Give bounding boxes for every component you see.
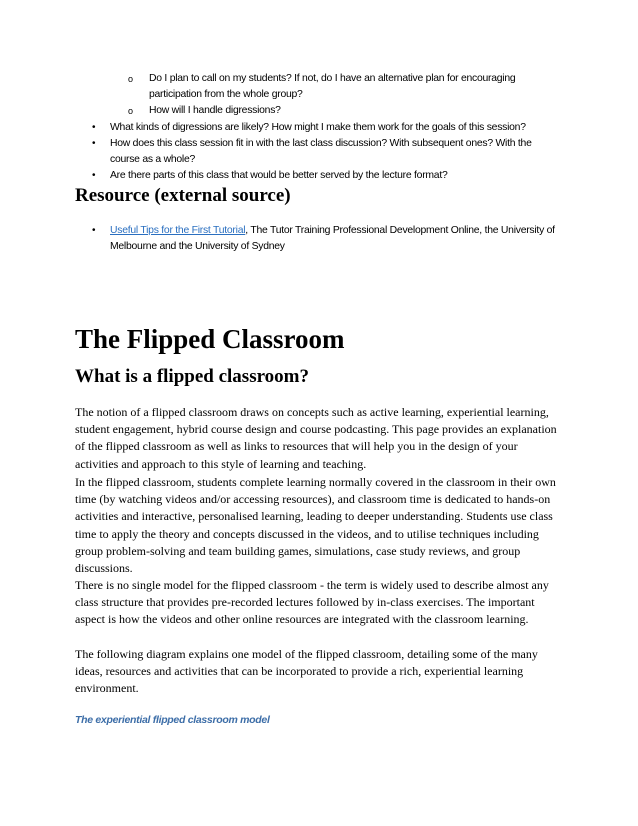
list-item-text: Are there parts of this class that would be better served by the lecture format? bbox=[110, 170, 448, 181]
bullet-icon: • bbox=[92, 122, 96, 133]
paragraph: In the flipped classroom, students complete learning normally covered in the classroom in their own time (by watching videos and/or accessing resources), and classroom time is dedicated to hands-on activities and interactive, personalised learning, leading to deeper understanding. Students use class time to apply the theory and concepts discussed in the videos, and to utilise techniques including group problem-solving and team building games, simulations, case study reviews, and group discussions. bbox=[75, 475, 556, 576]
list-item-text: Do I plan to call on my students? If not, do I have an alternative plan for encouraging participation from the whole group? bbox=[149, 73, 516, 100]
paragraph: There is no single model for the flipped classroom - the term is widely used to describe almost any class structure that provides pre-recorded lectures followed by in-class exercises. The important aspect is how the videos and other online resources are integrated with the classroom learning. bbox=[75, 578, 549, 627]
paragraph: The following diagram explains one model of the flipped classroom, detailing some of the many ideas, resources and activities that can be incorporated to provide a rich, experiential learning environment. bbox=[75, 647, 538, 696]
list-item bbox=[128, 103, 568, 119]
bullet-icon: • bbox=[92, 170, 96, 181]
resource-link[interactable]: Useful Tips for the First Tutorial bbox=[110, 225, 246, 236]
list-item-text: How will I handle digressions? bbox=[149, 105, 281, 116]
list-item-text: What kinds of digressions are likely? How might I make them work for the goals of this session? bbox=[110, 122, 526, 133]
section-title: The Flipped Classroom bbox=[75, 324, 345, 354]
hollow-bullet-icon: o bbox=[128, 74, 133, 84]
list-item bbox=[88, 168, 558, 184]
resource-list bbox=[88, 223, 558, 255]
section-subtitle: What is a flipped classroom? bbox=[75, 366, 310, 387]
hollow-bullet-icon: o bbox=[128, 106, 133, 116]
paragraph: The notion of a flipped classroom draws on concepts such as active learning, experiential learning, student engagement, hybrid course design and course podcasting. This page provides an explanation of the flipped classroom as well as links to resources that will help you in the design of your activities and approach to this style of learning and teaching. bbox=[75, 405, 557, 471]
list-item-text: How does this class session fit in with the last class discussion? With subsequent ones? With the course as a whole? bbox=[110, 138, 532, 165]
list-item bbox=[88, 223, 558, 255]
sub-bullet-list bbox=[128, 71, 568, 119]
list-item bbox=[88, 136, 558, 168]
list-item bbox=[88, 120, 558, 136]
resource-heading: Resource (external source) bbox=[75, 185, 291, 206]
bullet-list bbox=[88, 120, 558, 184]
figure-caption: The experiential flipped classroom model bbox=[75, 714, 270, 726]
bullet-icon: • bbox=[92, 225, 96, 236]
bullet-icon: • bbox=[92, 138, 96, 149]
resource-description: , The Tutor Training Professional Development Online, the University of Melbourne and the University of Sydney bbox=[110, 225, 555, 252]
list-item bbox=[128, 71, 568, 103]
